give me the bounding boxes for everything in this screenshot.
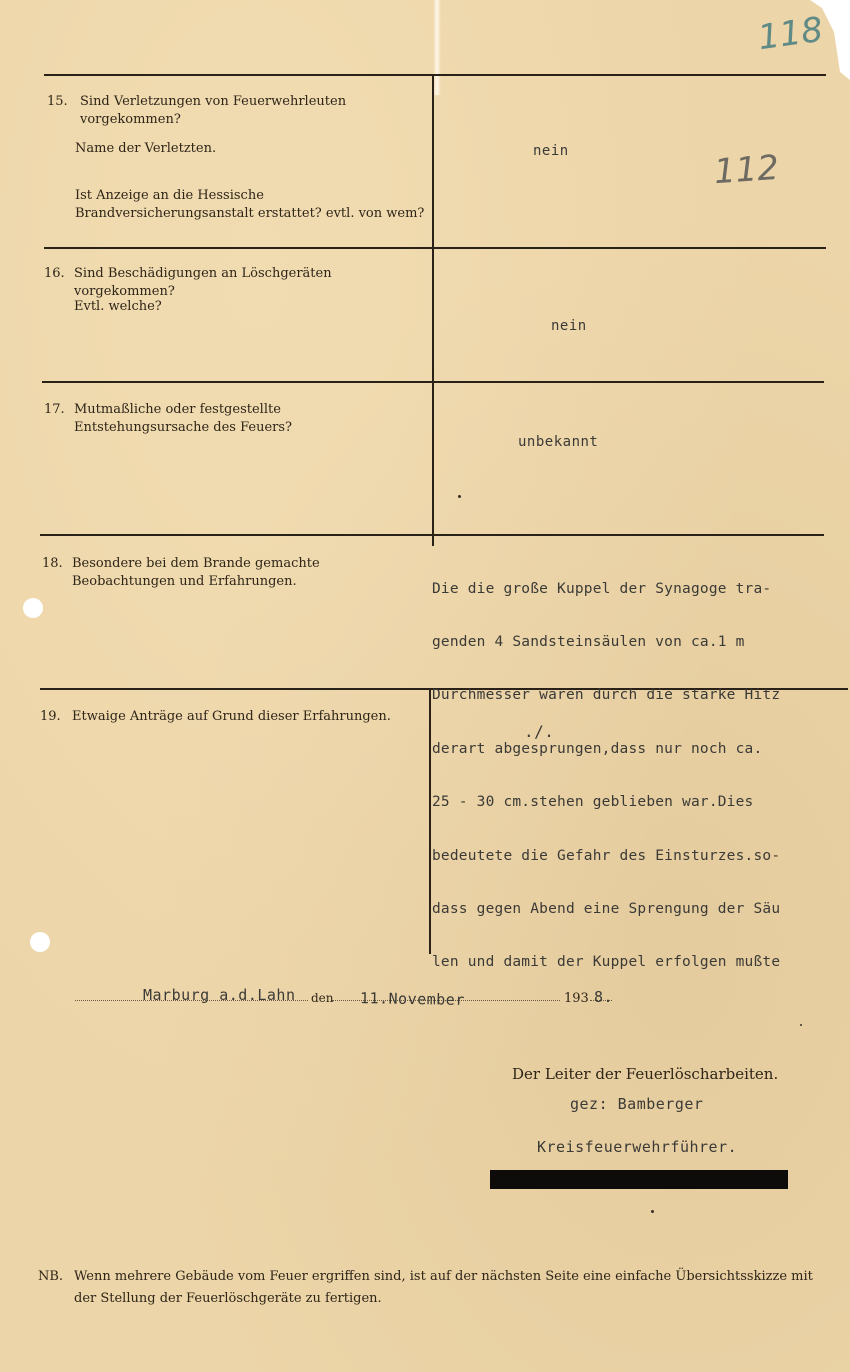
- question-text: Besondere bei dem Brande gemachte Beobachtungen und Erfahrungen.: [72, 556, 320, 589]
- question-text: Etwaige Anträge auf Grund dieser Erfahrungen.: [72, 709, 391, 724]
- column-divider-lower: [429, 688, 431, 954]
- answer-16: nein: [551, 318, 587, 334]
- handwritten-page-number-top: 118: [755, 9, 826, 59]
- answer-18-line: len und damit der Kuppel erfolgen mußte: [432, 954, 781, 971]
- question-number: 16.: [44, 266, 65, 281]
- answer-18-line: bedeutete die Gefahr des Einsturzes.so-: [432, 847, 781, 864]
- date-place: Marburg a.d.Lahn: [143, 986, 296, 1004]
- question-number: 17.: [44, 402, 65, 417]
- answer-15: nein: [533, 143, 569, 159]
- ink-speck: [800, 1024, 802, 1026]
- answer-19: ./.: [524, 722, 555, 741]
- question-15-sub-report: Ist Anzeige an die Hessische Brandversicherungsanstalt erstattet? evtl. von wem?: [75, 188, 425, 221]
- ink-speck: [651, 1210, 654, 1213]
- question-16: [44, 265, 424, 299]
- ink-speck: [458, 495, 461, 498]
- footer-nb-label: NB.: [38, 1269, 64, 1284]
- question-16-sub: Evtl. welche?: [74, 299, 162, 314]
- answer-18-line: Die die große Kuppel der Synagoge tra-: [432, 580, 772, 597]
- question-17: [44, 401, 424, 441]
- column-divider: [432, 74, 434, 546]
- question-text: Sind Beschädigungen an Löschgeräten vorgekommen?: [74, 266, 332, 299]
- question-19: [40, 708, 420, 728]
- date-year-suffix: 8.: [594, 988, 614, 1006]
- punch-hole-lower: [30, 932, 50, 952]
- answer-18-line: 25 - 30 cm.stehen geblieben war.Dies: [432, 794, 754, 811]
- signature-role: Kreisfeuerwehrführer.: [537, 1138, 738, 1156]
- answer-18: [432, 545, 850, 1008]
- rule-top: [44, 74, 826, 76]
- question-number: 19.: [40, 709, 61, 724]
- footer-text: Wenn mehrere Gebäude vom Feuer ergriffen sind, ist auf der nächsten Seite eine einfache Übersichtsskizze mit der Stellung der Feuerlöschgeräte zu fertigen.: [74, 1269, 813, 1306]
- question-15-sub-name: Name der Verletzten.: [75, 141, 217, 156]
- answer-18-line: Durchmesser waren durch die starke Hitz: [432, 687, 781, 704]
- answer-17: unbekannt: [518, 434, 599, 450]
- date-day-month: 11.November: [359, 989, 465, 1009]
- date-year-prefix: 193: [564, 991, 589, 1006]
- question-15: [47, 93, 427, 127]
- punch-hole-upper: [23, 598, 43, 618]
- signature-title: Der Leiter der Feuerlöscharbeiten.: [512, 1065, 779, 1083]
- question-text: Sind Verletzungen von Feuerwehrleuten vorgekommen?: [80, 94, 347, 127]
- redaction-bar: [490, 1170, 788, 1189]
- question-number: 18.: [42, 556, 63, 571]
- answer-18-line: dass gegen Abend eine Sprengung der Säu: [432, 900, 781, 917]
- answer-18-line: genden 4 Sandsteinsäulen von ca.1 m: [432, 633, 745, 650]
- handwritten-page-number: 112: [712, 147, 781, 193]
- question-18: [42, 555, 422, 595]
- answer-18-line: derart abgesprungen,dass nur noch ca.: [432, 740, 763, 757]
- signature-signed: gez: Bamberger: [570, 1095, 704, 1113]
- question-text: Mutmaßliche oder festgestellte Entstehungsursache des Feuers?: [74, 402, 293, 435]
- question-number: 15.: [47, 94, 68, 109]
- rule-15-16: [44, 247, 826, 249]
- date-den-label: den: [311, 991, 334, 1005]
- paper-tear: [433, 0, 441, 95]
